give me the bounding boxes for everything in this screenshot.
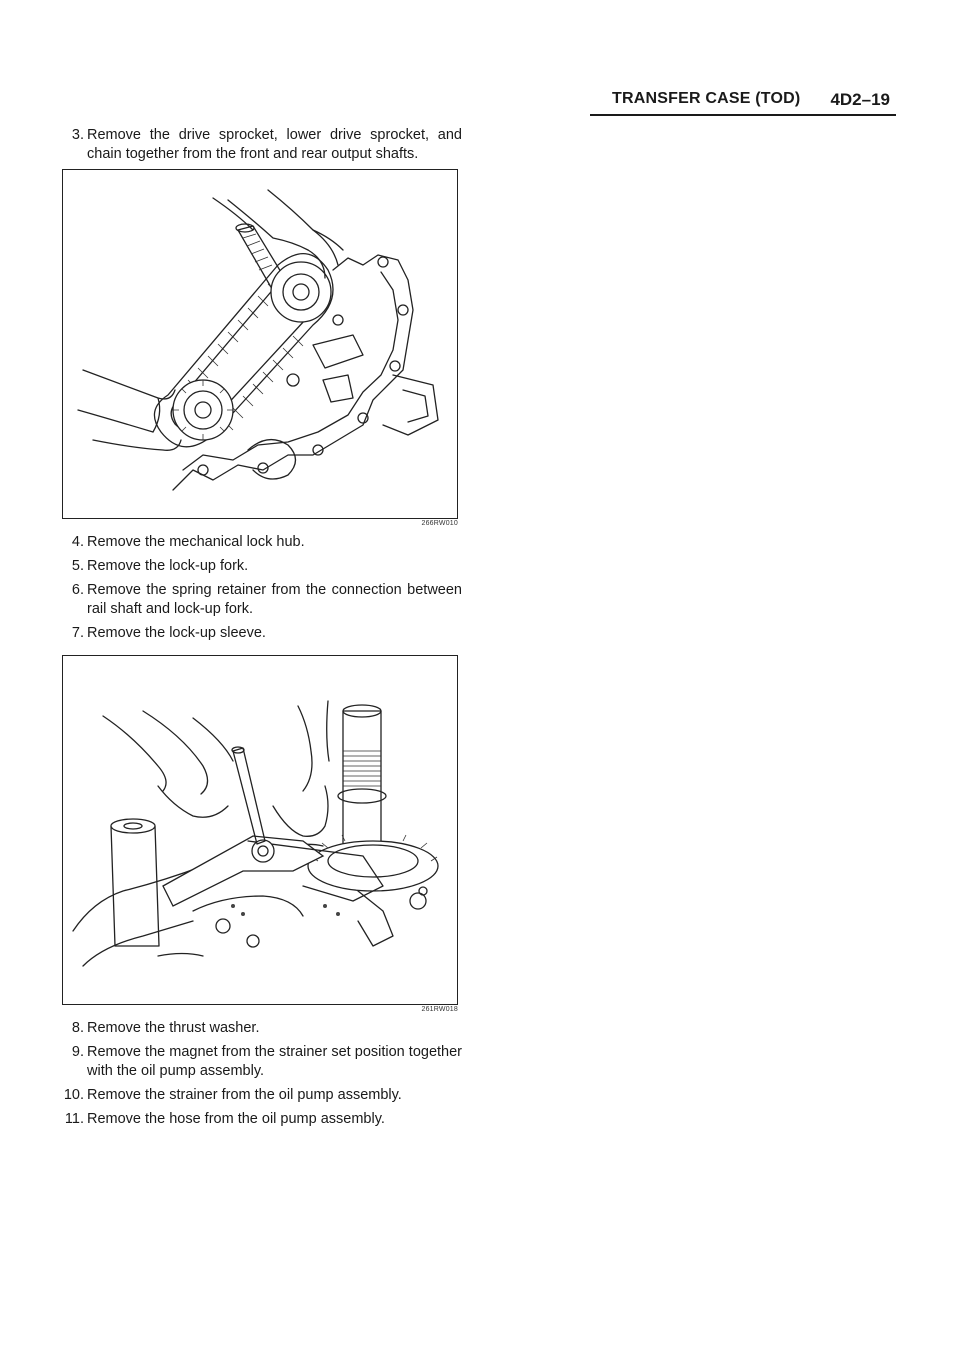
step-number: 8. [71, 1020, 84, 1036]
figure-code: 266RW010 [421, 520, 458, 527]
step-8 [52, 1019, 462, 1038]
step-text: Remove the lock-up sleeve. [87, 625, 266, 641]
step-number: 4. [71, 534, 84, 550]
step-10 [52, 1086, 462, 1105]
drive-chain-illustration [63, 170, 457, 518]
step-3 [52, 126, 462, 164]
step-number: 10. [63, 1087, 84, 1103]
content-column [52, 126, 462, 1134]
step-5 [52, 557, 462, 576]
figure-drive-chain-removal [62, 169, 458, 519]
step-number: 5. [71, 558, 84, 574]
step-number: 3. [71, 127, 84, 143]
step-text: Remove the magnet from the strainer set position together with the oil pump assembly. [87, 1044, 462, 1079]
step-text: Remove the mechanical lock hub. [87, 534, 305, 550]
step-number: 11. [64, 1111, 84, 1127]
step-text: Remove the drive sprocket, lower drive sprocket, and chain together from the front and rear output shafts. [87, 127, 462, 162]
step-text: Remove the thrust washer. [87, 1020, 260, 1036]
step-11 [52, 1110, 462, 1129]
step-4 [52, 533, 462, 552]
step-number: 6. [71, 582, 84, 598]
lock-up-fork-illustration [63, 656, 457, 1004]
header-rule [590, 114, 896, 116]
figure-code: 261RW018 [421, 1006, 458, 1013]
step-text: Remove the spring retainer from the connection between rail shaft and lock-up fork. [87, 582, 462, 617]
step-7 [52, 624, 462, 643]
section-title: TRANSFER CASE (TOD) [612, 90, 801, 107]
step-9 [52, 1043, 462, 1081]
step-number: 9. [71, 1044, 84, 1060]
page-header [590, 90, 896, 118]
step-text: Remove the hose from the oil pump assembly. [87, 1111, 385, 1127]
page-number: 4D2–19 [830, 90, 890, 109]
step-text: Remove the strainer from the oil pump assembly. [87, 1087, 402, 1103]
step-number: 7. [71, 625, 84, 641]
figure-lock-up-fork-removal [62, 655, 458, 1005]
step-6 [52, 581, 462, 619]
step-text: Remove the lock-up fork. [87, 558, 249, 574]
